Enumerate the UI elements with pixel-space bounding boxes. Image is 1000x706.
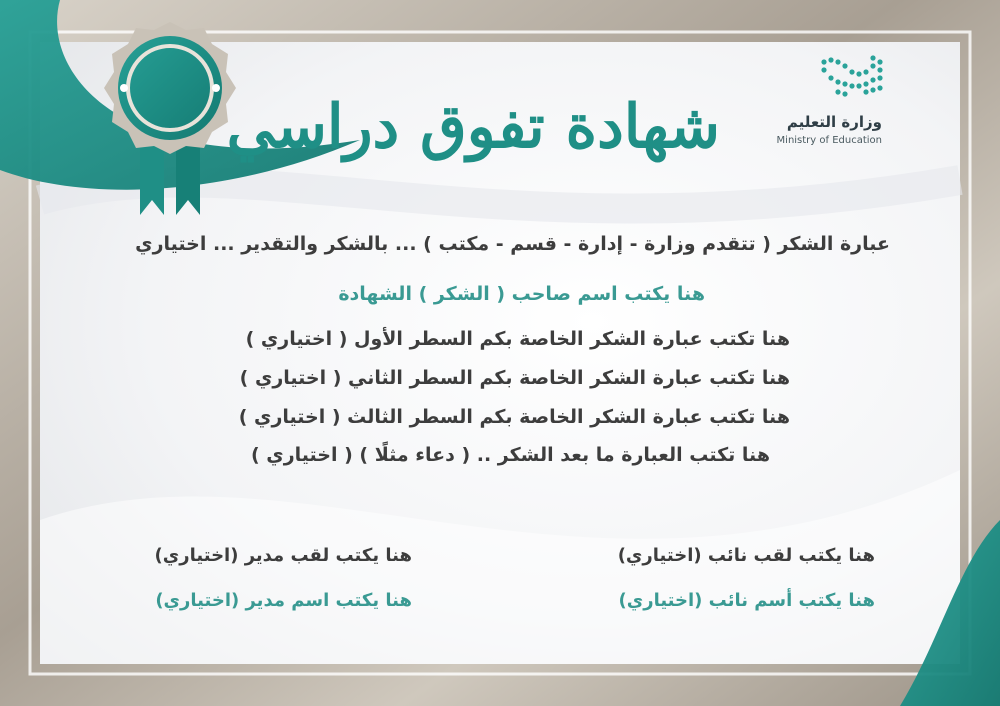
ministry-name-arabic: وزارة التعليم [786,113,882,131]
thanks-line-3: هنا تكتب عبارة الشكر الخاصة بكم السطر الثالث ( اختياري ) [238,406,790,428]
thanks-line-4: هنا تكتب العبارة ما بعد الشكر .. ( دعاء مثلًا ) ( اختياري ) [250,444,770,466]
deputy-title: هنا يكتب لقب نائب (اختياري) [617,545,875,566]
certificate-title: شهادة تفوق دراسي [226,92,720,162]
recipient-name: هنا يكتب اسم صاحب ( الشكر ) الشهادة [338,283,705,305]
manager-name: هنا يكتب اسم مدير (اختياري) [155,590,412,611]
intro-line: عبارة الشكر ( تتقدم وزارة - إدارة - قسم - مكتب ) ... بالشكر والتقدير ... اختياري [135,233,890,255]
thanks-line-1: هنا تكتب عبارة الشكر الخاصة بكم السطر الأول ( اختياري ) [245,328,790,350]
thanks-line-2: هنا تكتب عبارة الشكر الخاصة بكم السطر الثاني ( اختياري ) [239,367,790,389]
ministry-name-english: Ministry of Education [776,135,882,146]
manager-title: هنا يكتب لقب مدير (اختياري) [154,545,412,566]
deputy-name: هنا يكتب أسم نائب (اختياري) [618,590,875,611]
